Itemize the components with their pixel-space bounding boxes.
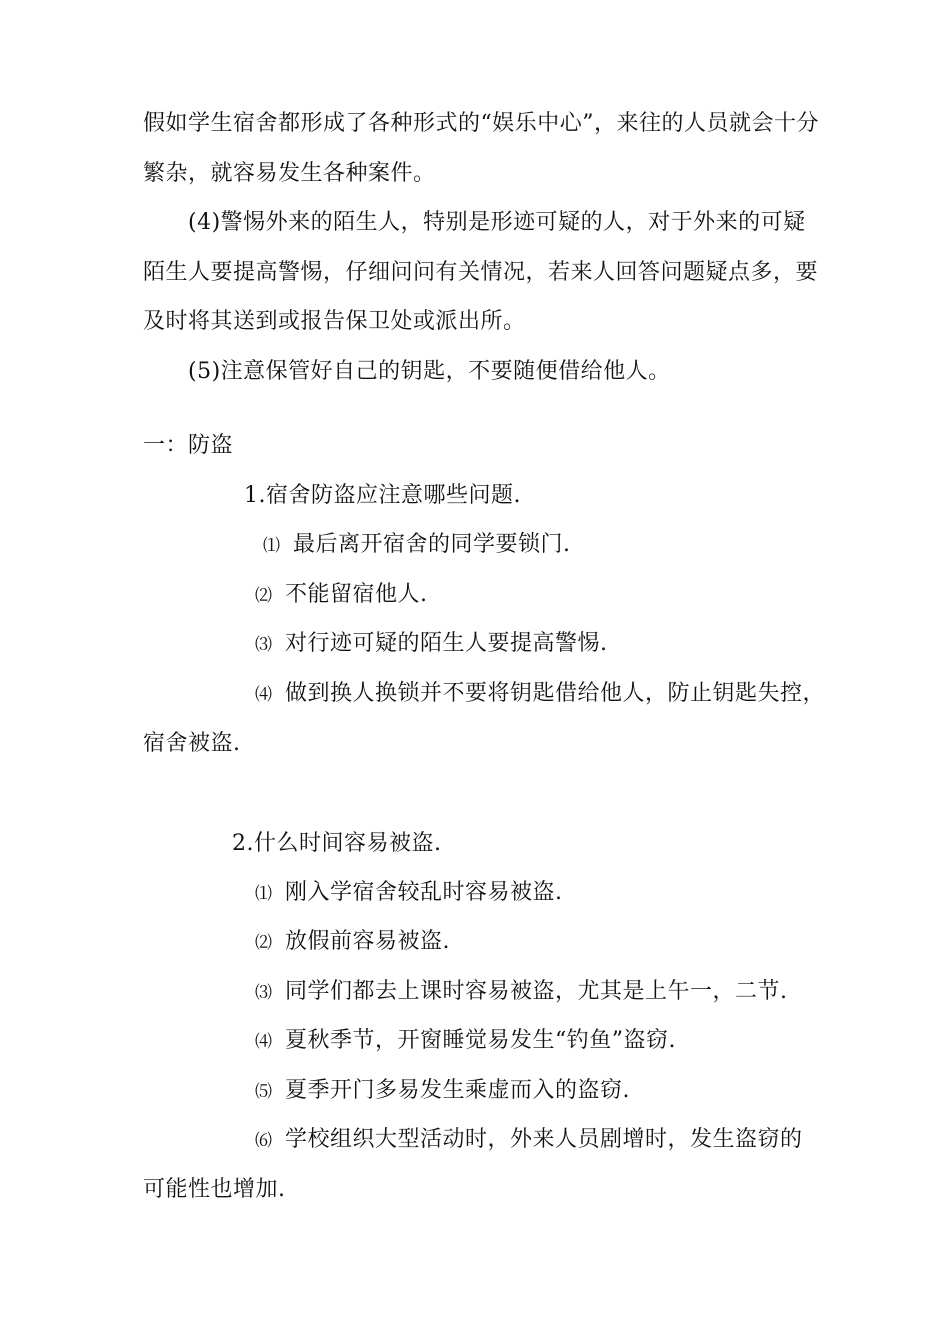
paragraph-line: 陌生人要提高警惕，仔细问问有关情况，若来人回答问题疑点多，要 bbox=[143, 260, 819, 285]
list-item bbox=[255, 629, 608, 660]
paragraph-line: 繁杂，就容易发生各种案件。 bbox=[143, 161, 436, 186]
list-item-continuation: 可能性也增加. bbox=[143, 1177, 286, 1202]
list-item bbox=[255, 927, 450, 958]
item-text: 做到换人换锁并不要将钥匙借给他人，防止钥匙失控， bbox=[285, 681, 826, 706]
paragraph-line: (5)注意保管好自己的钥匙，不要随便借给他人。 bbox=[188, 359, 671, 384]
paragraph-line: 假如学生宿舍都形成了各种形式的“娱乐中心”，来往的人员就会十分 bbox=[143, 111, 819, 136]
list-item bbox=[255, 977, 788, 1008]
list-item bbox=[255, 1026, 676, 1057]
list-item bbox=[255, 580, 428, 611]
item-text: 同学们都去上课时容易被盗，尤其是上午一，二节. bbox=[285, 979, 788, 1004]
item-number: ⑴ bbox=[263, 536, 281, 556]
item-number: ⑵ bbox=[255, 586, 273, 606]
list-item-continuation: 宿舍被盗. bbox=[143, 731, 241, 756]
question-title: 1.宿舍防盗应注意哪些问题. bbox=[244, 483, 521, 508]
item-number: ⑷ bbox=[255, 1032, 273, 1052]
item-number: ⑸ bbox=[255, 1082, 273, 1102]
paragraph-line: (4)警惕外来的陌生人，特别是形迹可疑的人，对于外来的可疑 bbox=[188, 210, 806, 235]
list-item bbox=[255, 1125, 803, 1156]
item-text: 对行迹可疑的陌生人要提高警惕. bbox=[285, 631, 608, 656]
item-text: 不能留宿他人. bbox=[285, 582, 428, 607]
item-text: 学校组织大型活动时，外来人员剧增时，发生盗窃的 bbox=[285, 1127, 803, 1152]
paragraph-line: 及时将其送到或报告保卫处或派出所。 bbox=[143, 309, 526, 334]
list-item bbox=[255, 878, 563, 909]
list-item bbox=[263, 530, 571, 561]
list-item bbox=[255, 679, 825, 710]
item-text: 夏季开门多易发生乘虚而入的盗窃. bbox=[285, 1078, 630, 1103]
item-text: 最后离开宿舍的同学要锁门. bbox=[293, 532, 571, 557]
item-text: 放假前容易被盗. bbox=[285, 929, 450, 954]
list-item bbox=[255, 1076, 630, 1107]
item-number: ⑵ bbox=[255, 933, 273, 953]
item-number: ⑶ bbox=[255, 635, 273, 655]
question-title: 2.什么时间容易被盗. bbox=[232, 831, 442, 856]
item-number: ⑴ bbox=[255, 884, 273, 904]
item-text: 刚入学宿舍较乱时容易被盗. bbox=[285, 880, 563, 905]
section-title: 一：防盗 bbox=[143, 433, 234, 458]
item-number: ⑹ bbox=[255, 1131, 273, 1151]
item-number: ⑷ bbox=[255, 685, 273, 705]
item-text: 夏秋季节，开窗睡觉易发生“钓鱼”盗窃. bbox=[285, 1028, 676, 1053]
item-number: ⑶ bbox=[255, 983, 273, 1003]
